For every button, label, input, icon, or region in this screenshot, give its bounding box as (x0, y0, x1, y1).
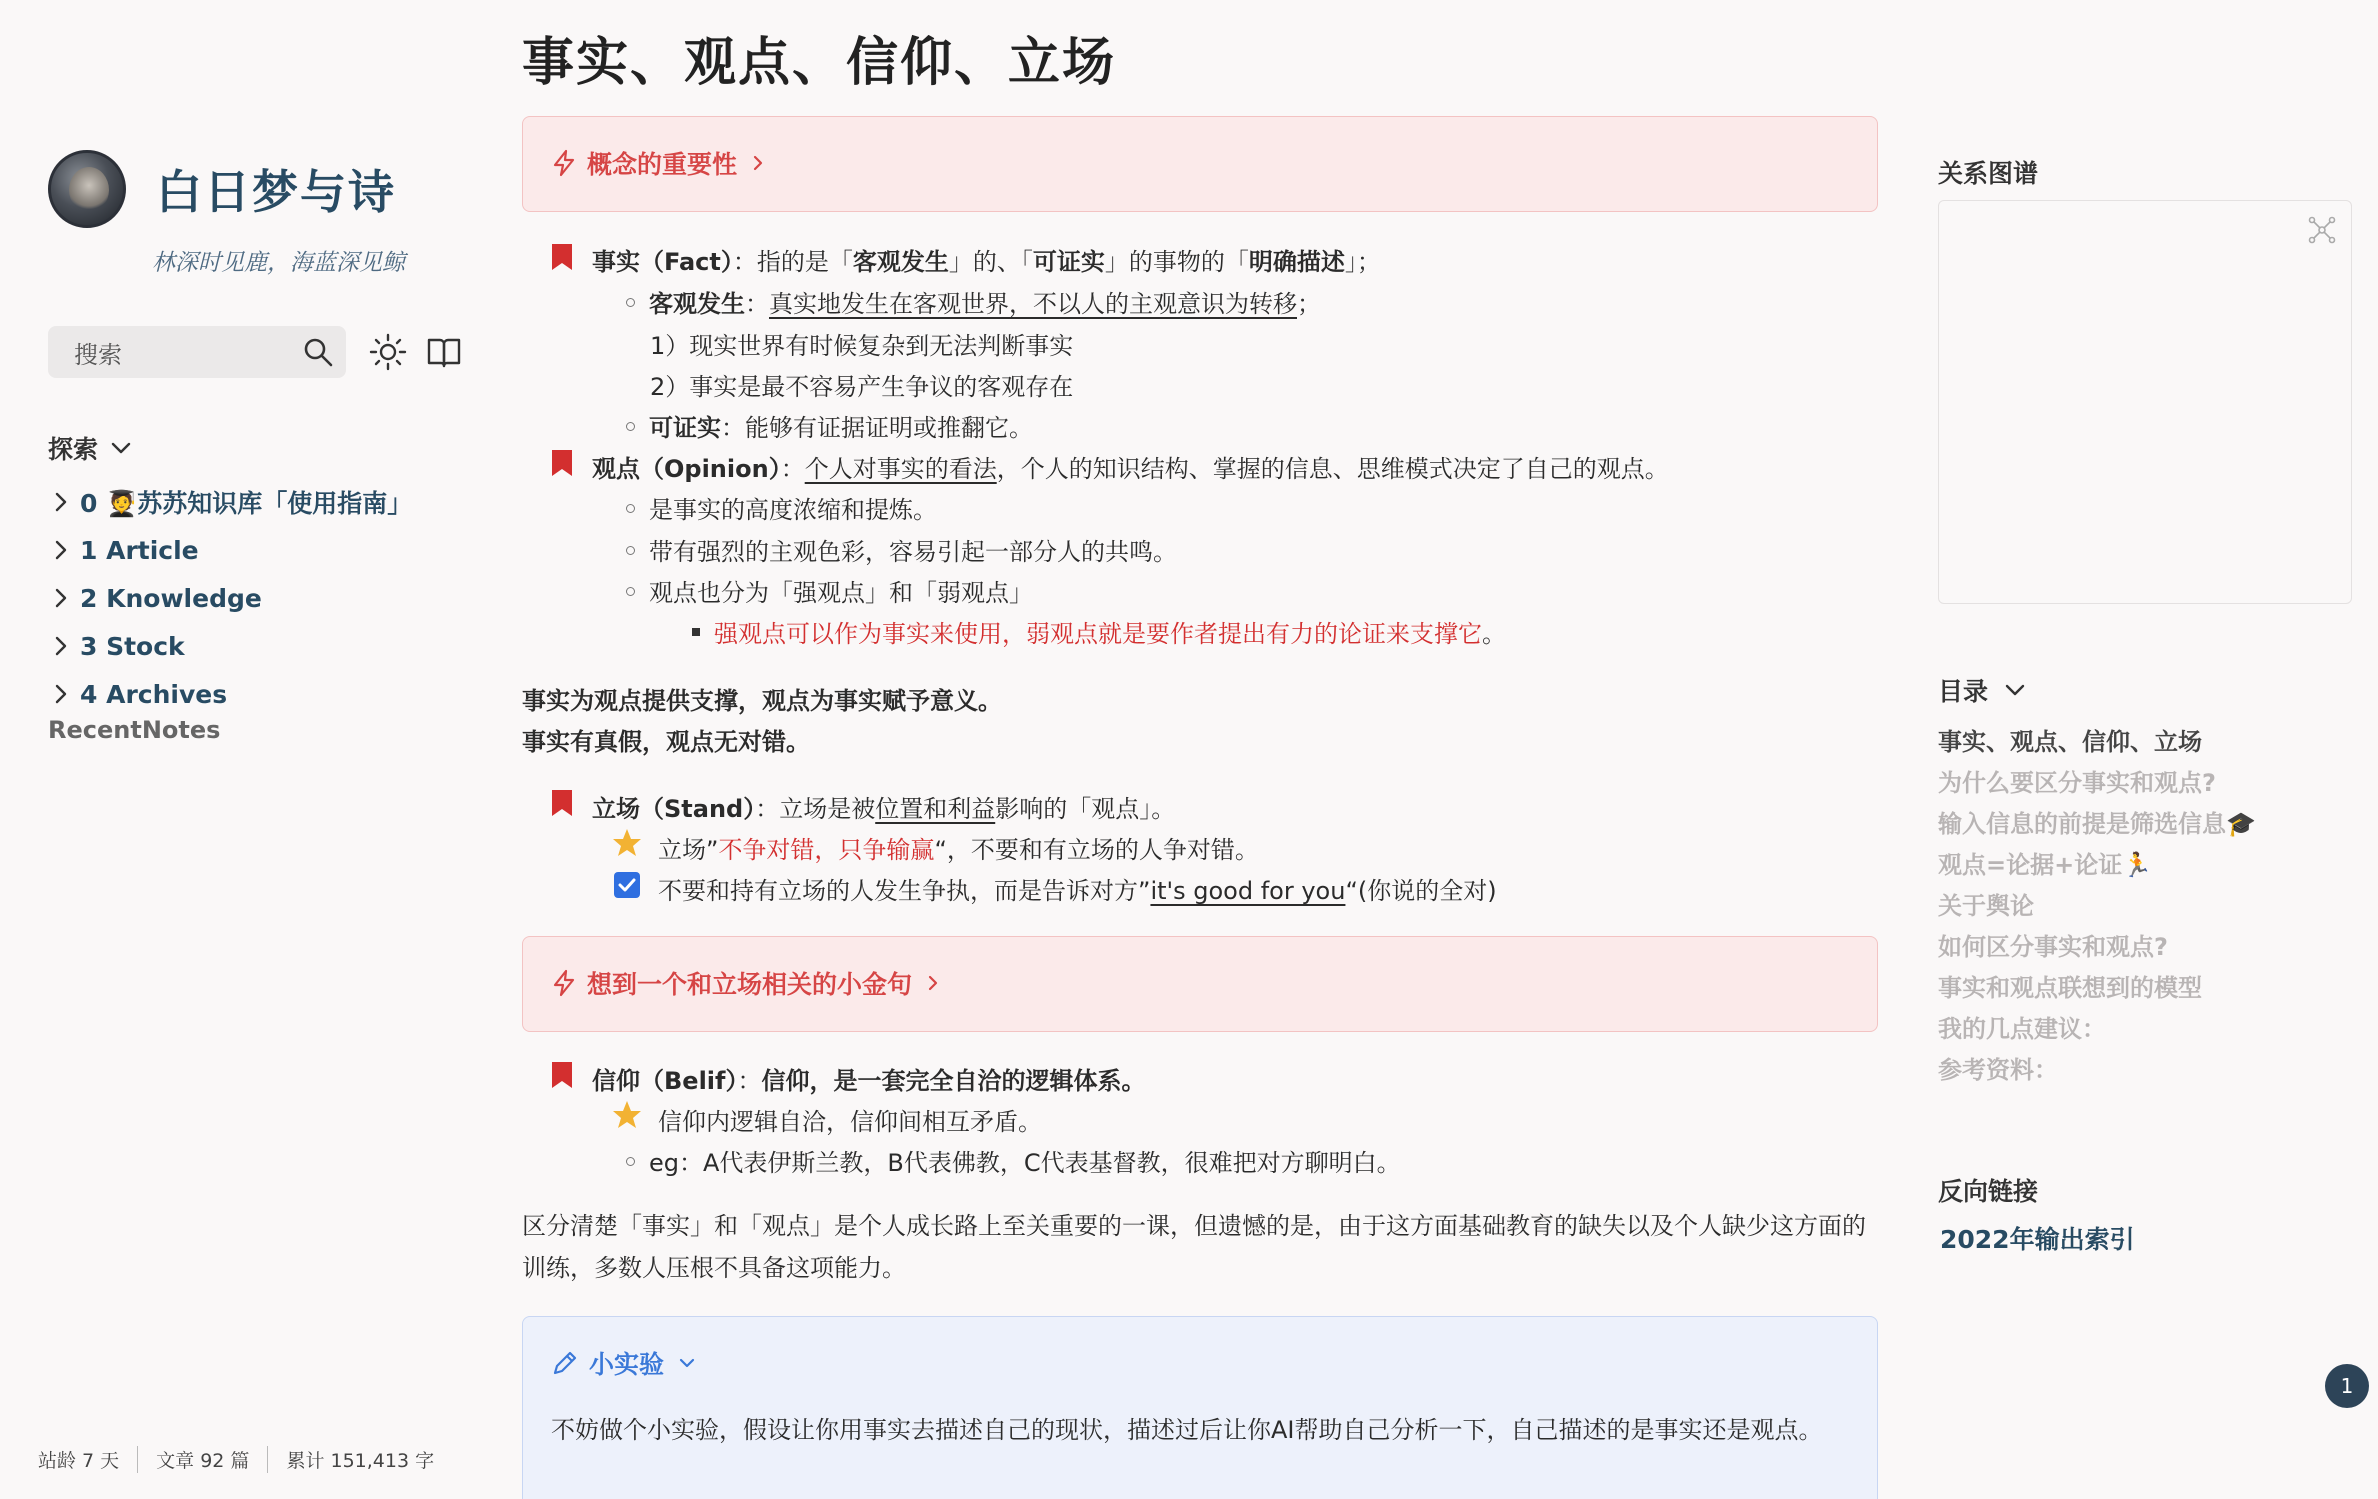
search-icon (302, 336, 334, 368)
notification-badge[interactable]: 1 (2325, 1364, 2369, 1408)
good-for-you-link[interactable]: it's good for you (1150, 877, 1346, 905)
toc-item[interactable]: 输入信息的前提是筛选信息🎓 (1938, 810, 2256, 838)
search-placeholder: 搜索 (74, 340, 122, 369)
callout-title: 小实验 (589, 1350, 665, 1379)
belief-definition: 信仰（Belif）：信仰，是一套完全自洽的逻辑体系。 (592, 1067, 1146, 1095)
tree-item-archives[interactable] (48, 670, 412, 718)
bookmark-icon (552, 450, 572, 476)
chevron-down-icon (676, 1354, 698, 1372)
fact-definition: 事实（Fact）：指的是「客观发生」的、「可证实」的事物的「明确描述」； (592, 248, 1381, 276)
belief-example: eg：A代表伊斯兰教，B代表佛教，C代表基督教，很难把对方聊明白。 (626, 1143, 1401, 1178)
toc-item[interactable]: 如何区分事实和观点? (1938, 933, 2168, 961)
bookmark-icon (552, 244, 572, 270)
toc-item[interactable]: 关于舆论 (1938, 892, 2034, 920)
tree-item-stock[interactable] (48, 622, 412, 670)
lightning-icon (551, 149, 577, 177)
article-count: 文章 92 篇 (138, 1446, 268, 1473)
brand (48, 150, 396, 228)
chevron-right-icon (924, 972, 942, 994)
callout-title: 想到一个和立场相关的小金句 (587, 970, 913, 999)
callout-title: 概念的重要性 (587, 150, 738, 179)
graph-heading: 关系图谱 (1938, 159, 2039, 188)
opinion-strong-note: 强观点可以作为事实来使用，弱观点就是要作者提出有力的论证来支撑它。 (692, 614, 1506, 649)
fact-objective: 客观发生：真实地发生在客观世界，不以人的主观意识为转移； (626, 284, 1321, 319)
explore-label: 探索 (48, 435, 99, 464)
belief-star-note: 信仰内逻辑自洽，信仰间相互矛盾。 (658, 1108, 1042, 1136)
site-age: 站龄 7 天 (38, 1446, 138, 1473)
opinion-item: 观点也分为「强观点」和「弱观点」 (626, 573, 1033, 608)
explore-toggle[interactable] (48, 430, 134, 466)
star-icon (612, 828, 642, 858)
chevron-right-icon (48, 489, 74, 515)
opinion-item: 是事实的高度浓缩和提炼。 (626, 490, 937, 525)
stand-definition: 立场（Stand）：立场是被位置和利益影响的「观点」。 (592, 795, 1176, 823)
chevron-down-icon (2002, 677, 2028, 703)
tree-item-guide[interactable] (48, 478, 412, 526)
relation-graph[interactable] (1938, 200, 2352, 604)
callout-importance[interactable] (522, 116, 1878, 212)
backlinks-heading: 反向链接 (1938, 1177, 2039, 1206)
toc-item[interactable]: 观点=论据+论证🏃 (1938, 851, 2153, 879)
chevron-right-icon (48, 681, 74, 707)
stand-check-note: 不要和持有立场的人发生争执，而是告诉对方”it's good for you“(你说的全对) (658, 877, 1497, 905)
callout-body: 不妨做个小实验，假设让你用事实去描述自己的现状，描述过后让你AI帮助自己分析一下，自己描述的是事实还是观点。 (551, 1416, 1823, 1444)
pencil-icon (551, 1349, 579, 1377)
fact-verifiable: 可证实：能够有证据证明或推翻它。 (626, 408, 1033, 443)
table-of-contents (1938, 722, 2256, 1091)
toc-item[interactable]: 为什么要区分事实和观点? (1938, 769, 2216, 797)
star-icon (612, 1100, 642, 1130)
site-stats (38, 1446, 452, 1473)
tree-item-label: 3 Stock (80, 631, 185, 661)
fact-note-1: 1）现实世界有时候复杂到无法判断事实 (650, 332, 1074, 360)
callout-quote[interactable] (522, 936, 1878, 1032)
tree-item-article[interactable] (48, 526, 412, 574)
toc-toggle[interactable] (1938, 672, 2028, 708)
left-sidebar (38, 0, 468, 1499)
toc-item[interactable]: 事实和观点联想到的模型 (1938, 974, 2202, 1002)
opinion-definition: 观点（Opinion）：个人对事实的看法，个人的知识结构、掌握的信息、思维模式决定了自己的观点。 (592, 455, 1669, 483)
explorer-tree (48, 478, 412, 718)
fact-note-2: 2）事实是最不容易产生争议的客观存在 (650, 373, 1074, 401)
sun-icon[interactable] (368, 332, 408, 372)
chevron-down-icon (108, 435, 134, 461)
page-title: 事实、观点、信仰、立场 (522, 33, 1117, 93)
lightning-icon (551, 969, 577, 997)
search-input[interactable] (48, 326, 346, 378)
chevron-right-icon (749, 152, 767, 174)
bookmark-icon (552, 790, 572, 816)
stand-star-note: 立场”不争对错，只争输赢“，不要和有立场的人争对错。 (658, 836, 1259, 864)
site-motto: 林深时见鹿，海蓝深见鲸 (152, 250, 405, 276)
avatar[interactable] (48, 150, 126, 228)
summary-paragraph: 区分清楚「事实」和「观点」是个人成长路上至关重要的一课，但遗憾的是，由于这方面基础教育的缺失以及个人缺少这方面的训练，多数人压根不具备这项能力。 (522, 1212, 1866, 1282)
toc-item[interactable]: 我的几点建议： (1938, 1015, 2106, 1043)
backlink-item[interactable]: 2022年输出索引 (1940, 1225, 2135, 1254)
toc-item[interactable]: 事实、观点、信仰、立场 (1938, 728, 2202, 756)
summary-line-1: 事实为观点提供支撑，观点为事实赋予意义。 (522, 687, 1002, 715)
tree-item-knowledge[interactable] (48, 574, 412, 622)
chevron-right-icon (48, 537, 74, 563)
callout-experiment[interactable] (522, 1316, 1878, 1499)
checkmark-icon (614, 872, 640, 898)
summary-line-2: 事实有真假，观点无对错。 (522, 728, 810, 756)
chevron-right-icon (48, 585, 74, 611)
toc-item[interactable]: 参考资料： (1938, 1056, 2058, 1084)
site-title[interactable]: 白日梦与诗 (156, 165, 396, 219)
tree-item-label: 2 Knowledge (80, 583, 262, 613)
graph-expand-icon[interactable] (2307, 215, 2337, 245)
bookmark-icon (552, 1062, 572, 1088)
tree-item-label: 1 Article (80, 535, 199, 565)
opinion-item: 带有强烈的主观色彩，容易引起一部分人的共鸣。 (626, 532, 1177, 567)
book-icon[interactable] (424, 332, 464, 372)
word-count: 累计 151,413 字 (286, 1450, 435, 1472)
chevron-right-icon (48, 633, 74, 659)
tree-item-label: 0 🧑‍🎓苏苏知识库「使用指南」 (80, 489, 413, 518)
checkbox[interactable] (614, 872, 640, 898)
toc-heading: 目录 (1938, 677, 1989, 706)
tree-item-label: 4 Archives (80, 679, 228, 709)
recent-notes-heading: RecentNotes (48, 716, 221, 744)
